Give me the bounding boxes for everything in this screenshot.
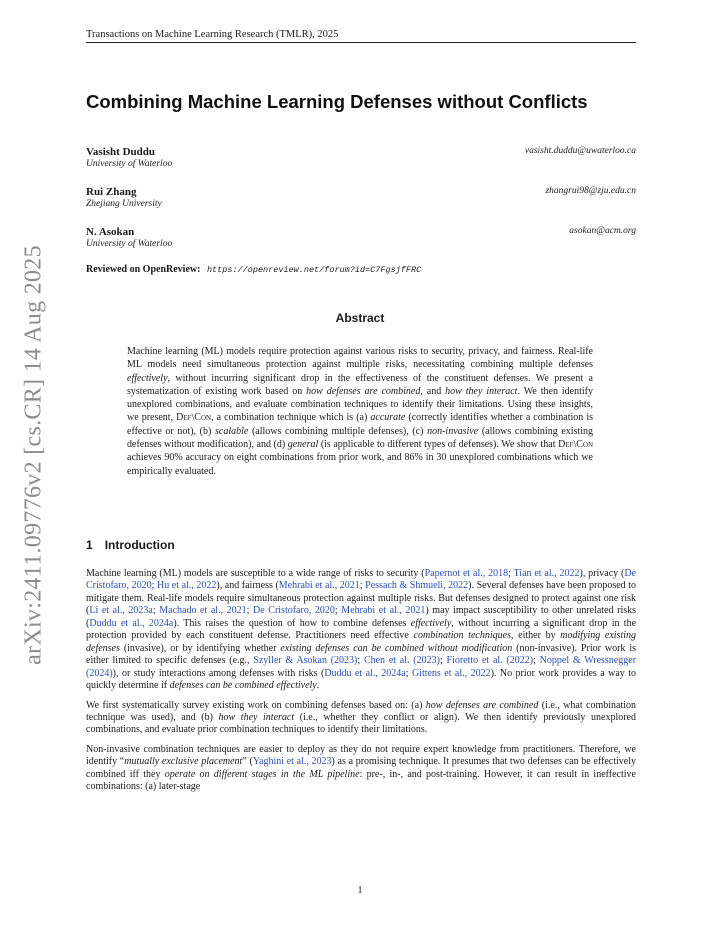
review-label: Reviewed on OpenReview: <box>86 264 201 275</box>
citation-link[interactable]: Szyller & Asokan (2023) <box>253 655 358 667</box>
paragraph: Machine learning (ML) models are susceptible to a wide range of risks to security (Papernot et al., 2018; Tian et al., 2022), privacy (De Cristofaro, 2020; Hu et al., 2022), and fairness (Mehrabi et al., 2021; Pessach & Shmueli, 2022). Several defenses have been proposed to mitigate them. Real-life models require simultaneous protection against multiple risks. But defenses designed to protect against one risk (Li et al., 2023a; Machado et al., 2021; De Cristofaro, 2020; Mehrabi et al., 2021) may impact susceptibility to other unrelated risks (Duddu et al., 2024a). This raises the question of how to combine defenses effectively, without incurring a significant drop in the protection provided by each constituent defense. Practitioners need effective combination techniques, either by modifying existing defenses (invasive), or by identifying whether existing defenses can be combined without modification (non-invasive). Prior work is either limited to specific defenses (e.g., Szyller & Asokan (2023); Chen et al. (2023); Fioretto et al. (2022); Noppel & Wressnegger (2024)), or study interactions among defenses with risks (Duddu et al., 2024a; Gittens et al., 2022). No prior work provides a way to quickly determine if defenses can be combined effectively. <box>86 568 637 692</box>
section-heading <box>86 538 175 552</box>
citation-link[interactable]: Gittens et al., 2022 <box>411 667 491 679</box>
defcon-name: Def\Con <box>558 439 594 451</box>
author-block <box>86 146 636 169</box>
author-name: Rui Zhang <box>86 186 137 198</box>
citation-link[interactable]: Hu et al., 2022 <box>156 580 217 592</box>
author-affiliation: Zhejiang University <box>86 199 162 209</box>
paragraph: Non-invasive combination techniques are easier to deploy as they do not require expert knowledge from practitioners. Therefore, we identify “mutually exclusive placement” (Yaghini et al., 2023) as a promising technique. It presumes that two defenses can be effectively combined iff they operate on different stages in the ML pipeline: pre-, in-, and post-training. However, it can result in ineffective combinations: (a) later-stage <box>86 743 636 793</box>
openreview-link[interactable]: https://openreview.net/forum?id=C7FgsjfFRC <box>206 265 422 275</box>
journal-name: Transactions on Machine Learning Research (TMLR), 2025 <box>86 29 339 40</box>
citation-link[interactable]: Duddu et al., 2024a <box>324 667 406 679</box>
author-email[interactable]: vasisht.duddu@uwaterloo.ca <box>524 146 636 156</box>
author-email[interactable]: asokan@acm.org <box>569 226 636 236</box>
page-number: 1 <box>357 885 363 896</box>
citation-link[interactable]: De Cristofaro, 2020 <box>86 568 636 592</box>
introduction-body <box>86 568 636 801</box>
citation-link[interactable]: Fioretto et al. (2022) <box>446 655 534 667</box>
citation-link[interactable]: Li et al., 2023a <box>89 605 153 617</box>
citation-link[interactable]: Duddu et al., 2024a <box>89 617 174 629</box>
citation-link[interactable]: Papernot et al., 2018 <box>424 568 509 579</box>
paragraph: We first systematically survey existing work on combining defenses based on: (a) how defenses are combined (i.e., what combination technique was used), and (b) how they interact (i.e., whether they conflict or align). We then identify previously unexplored combinations, and evaluate prior combination techniques to identify their limitations. <box>86 699 637 736</box>
author-affiliation: University of Waterloo <box>86 239 173 249</box>
citation-link[interactable]: Mehrabi et al., 2021 <box>341 605 426 617</box>
author-affiliation: University of Waterloo <box>86 159 173 169</box>
citation-link[interactable]: Chen et al. (2023) <box>363 655 440 667</box>
citation-link[interactable]: Noppel & Wressnegger (2024) <box>86 655 637 679</box>
author-name: Vasisht Duddu <box>86 146 155 158</box>
author-block <box>86 226 636 249</box>
author-email[interactable]: zhangrui98@zju.edu.cn <box>545 186 636 196</box>
citation-link[interactable]: Yaghini et al., 2023 <box>252 756 332 768</box>
citation-link[interactable]: Pessach & Shmueli, 2022 <box>365 580 469 592</box>
author-name: N. Asokan <box>86 226 135 238</box>
abstract-heading: Abstract <box>335 311 385 325</box>
review-line <box>86 264 421 275</box>
section-number: 1 <box>86 538 93 552</box>
running-header <box>86 29 636 43</box>
abstract-text: Machine learning (ML) models require protection against various risks to security, privacy, and fairness. Real-life ML models need simultaneous protection against multiple risks, necessitating combining multiple defenses effectively, without incurring significant drop in the effectiveness of the constituent defenses. We present a systematization of existing work based on how defenses are combined, and how they interact. We then identify unexplored combinations, and evaluate combination techniques to identify their limitations. Using these insights, we present, Def\Con, a combination technique which is (a) accurate (correctly identifies whether a combination is effective or not), (b) scalable (allows combining multiple defenses), (c) non-invasive (allows combining existing defenses without modification), and (d) general (is applicable to different types of defenses). We show that Def\Con achieves 90% accuracy on eight combinations from prior work, and 86% in 30 unexplored combinations which we empirically evaluated. <box>127 346 594 477</box>
paper-title: Combining Machine Learning Defenses without Conflicts <box>86 91 588 112</box>
arxiv-stamp <box>0 0 47 665</box>
defcon-name: Def\Con <box>176 412 212 424</box>
citation-link[interactable]: Machado et al., 2021 <box>159 605 247 617</box>
author-block <box>86 186 636 209</box>
citation-link[interactable]: Mehrabi et al., 2021 <box>278 580 360 592</box>
arxiv-identifier: arXiv:2411.09776v2 [cs.CR] 14 Aug 2025 <box>20 245 47 665</box>
citation-link[interactable]: De Cristofaro, 2020 <box>253 605 335 617</box>
citation-link[interactable]: Tian et al., 2022 <box>513 568 580 579</box>
section-title: Introduction <box>104 538 175 552</box>
